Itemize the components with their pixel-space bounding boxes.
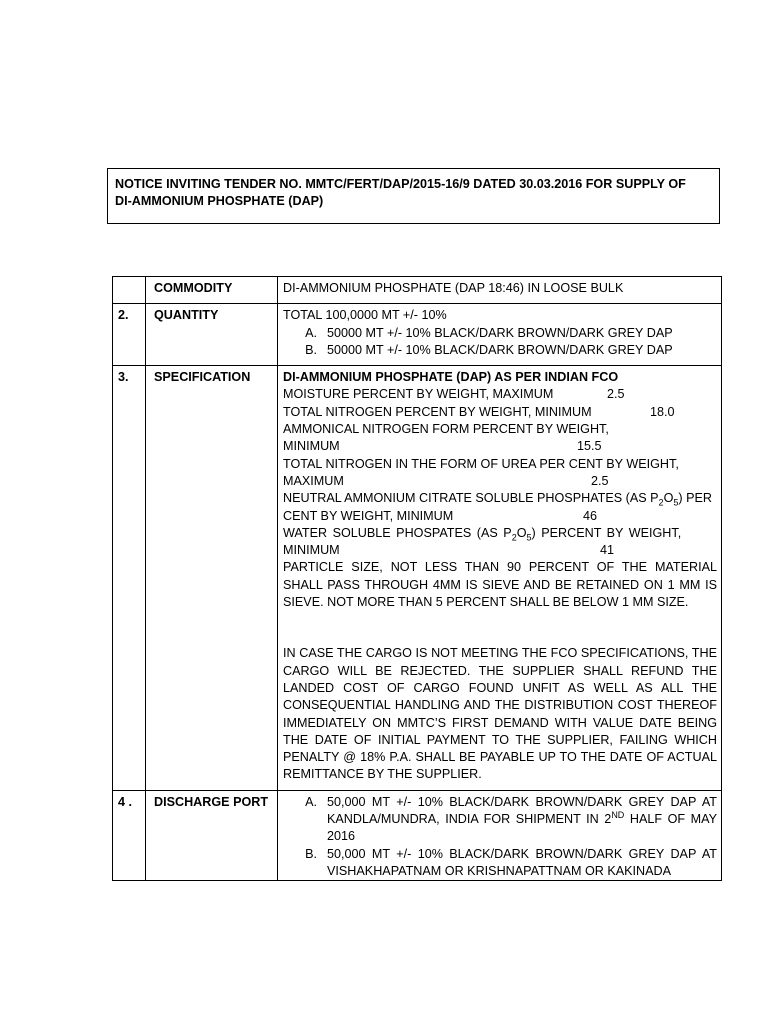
row-label-quantity: QUANTITY <box>146 304 278 366</box>
table-row-specification <box>113 366 722 791</box>
notice-title-line-2: DI-AMMONIUM PHOSPHATE (DAP) <box>115 194 324 208</box>
spec-total-nitrogen <box>283 404 717 421</box>
row-number <box>113 277 146 304</box>
list-item <box>283 342 717 359</box>
list-marker: A. <box>305 794 317 809</box>
list-text: 50000 MT +/- 10% BLACK/DARK BROWN/DARK GREY DAP <box>327 325 673 340</box>
spec-value: 46 <box>583 508 598 523</box>
spec-label: MINIMUM <box>283 439 340 454</box>
tender-details-table <box>112 276 722 881</box>
spec-value: 15.5 <box>577 439 602 454</box>
row-number: 2. <box>113 304 146 366</box>
spec-nac <box>283 508 717 525</box>
spec-label: TOTAL NITROGEN PERCENT BY WEIGHT, MINIMUM <box>283 404 592 419</box>
row-number: 3. <box>113 366 146 791</box>
spec-value: 2.5 <box>607 387 625 402</box>
spec-particle-size: PARTICLE SIZE, NOT LESS THAN 90 PERCENT OF THE MATERIAL SHALL PASS THROUGH 4MM IS SIEVE AND BE RETAINED ON 1 MM IS SIEVE. NOT MORE THAN 5 PERCENT SHALL BE BELOW 1 MM SIZE. <box>283 560 717 610</box>
spec-value: 41 <box>600 543 615 558</box>
row-label-discharge-port: DISCHARGE PORT <box>146 790 278 880</box>
spacer <box>283 611 717 645</box>
list-text: 50,000 MT +/- 10% BLACK/DARK BROWN/DARK GREY DAP AT VISHAKHAPATNAM OR KRISHNAPATTNAM OR KAKINADA <box>327 846 717 878</box>
row-number: 4 . <box>113 790 146 880</box>
spec-moisture <box>283 386 717 403</box>
notice-title-box <box>107 168 720 224</box>
spec-ammonical-line: AMMONICAL NITROGEN FORM PERCENT BY WEIGHT, <box>283 422 609 437</box>
spec-label: MINIMUM <box>283 543 340 558</box>
row-label-commodity: COMMODITY <box>146 277 278 304</box>
discharge-list <box>283 794 717 880</box>
table-row-quantity <box>113 304 722 366</box>
spec-value: 18.0 <box>650 404 675 419</box>
list-marker: B. <box>305 846 317 861</box>
spec-label: MAXIMUM <box>283 473 344 488</box>
spec-rejection-clause: IN CASE THE CARGO IS NOT MEETING THE FCO SPECIFICATIONS, THE CARGO WILL BE REJECTED. THE SUPPLIER SHALL REFUND THE LANDED COST OF CARGO FOUND UNFIT AS WELL AS ALL THE CONSEQUENTIAL HANDLING AND THE DISTRIBUTION COST THEREOF IMMEDIATELY ON MMTC’S FIRST DEMAND WITH VALUE DATE BEING THE DATE OF INITIAL PAYMENT TO THE SUPPLIER, FAILING WHICH PENALTY @ 18% P.A. SHALL BE PAYABLE UP TO THE DATE OF ACTUAL REMITTANCE BY THE SUPPLIER. <box>283 646 717 782</box>
list-item <box>283 794 717 846</box>
spec-label: CENT BY WEIGHT, MINIMUM <box>283 508 454 523</box>
specification-value <box>278 366 722 791</box>
quantity-list <box>283 325 717 360</box>
list-text: 50000 MT +/- 10% BLACK/DARK BROWN/DARK GREY DAP <box>327 342 673 357</box>
list-text: 50,000 MT +/- 10% BLACK/DARK BROWN/DARK GREY DAP AT KANDLA/MUNDRA, INDIA FOR SHIPMENT IN 2ND HALF OF MAY 2016 <box>327 794 717 844</box>
quantity-value <box>278 304 722 366</box>
spec-label: MOISTURE PERCENT BY WEIGHT, MAXIMUM <box>283 387 554 402</box>
row-label-specification: SPECIFICATION <box>146 366 278 791</box>
spec-urea <box>283 473 717 490</box>
list-marker: A. <box>305 325 317 340</box>
spec-value: 2.5 <box>591 473 609 488</box>
quantity-total: TOTAL 100,0000 MT +/- 10% <box>283 308 447 323</box>
list-item <box>283 846 717 881</box>
spec-ws-line: WATER SOLUBLE PHOSPATES (AS $P_2O_5$) PERCENT BY WEIGHT, <box>283 525 682 543</box>
commodity-value: DI-AMMONIUM PHOSPHATE (DAP 18:46) IN LOOSE BULK <box>278 277 722 304</box>
list-marker: B. <box>305 342 317 357</box>
discharge-port-value <box>278 790 722 880</box>
spec-urea-line: TOTAL NITROGEN IN THE FORM OF UREA PER CENT BY WEIGHT, <box>283 456 679 471</box>
spec-ws <box>283 542 717 559</box>
list-item <box>283 325 717 342</box>
spec-ammonical <box>283 438 717 455</box>
spec-nac-line: NEUTRAL AMMONIUM CITRATE SOLUBLE PHOSPHATES (AS $P_2O_5$) PER <box>283 491 712 508</box>
specification-heading: DI-AMMONIUM PHOSPHATE (DAP) AS PER INDIAN FCO <box>283 370 619 385</box>
table-row-commodity <box>113 277 722 304</box>
table-row-discharge-port <box>113 790 722 880</box>
notice-title-line-1: NOTICE INVITING TENDER NO. MMTC/FERT/DAP/2015-16/9 DATED 30.03.2016 FOR SUPPLY OF <box>115 177 686 191</box>
